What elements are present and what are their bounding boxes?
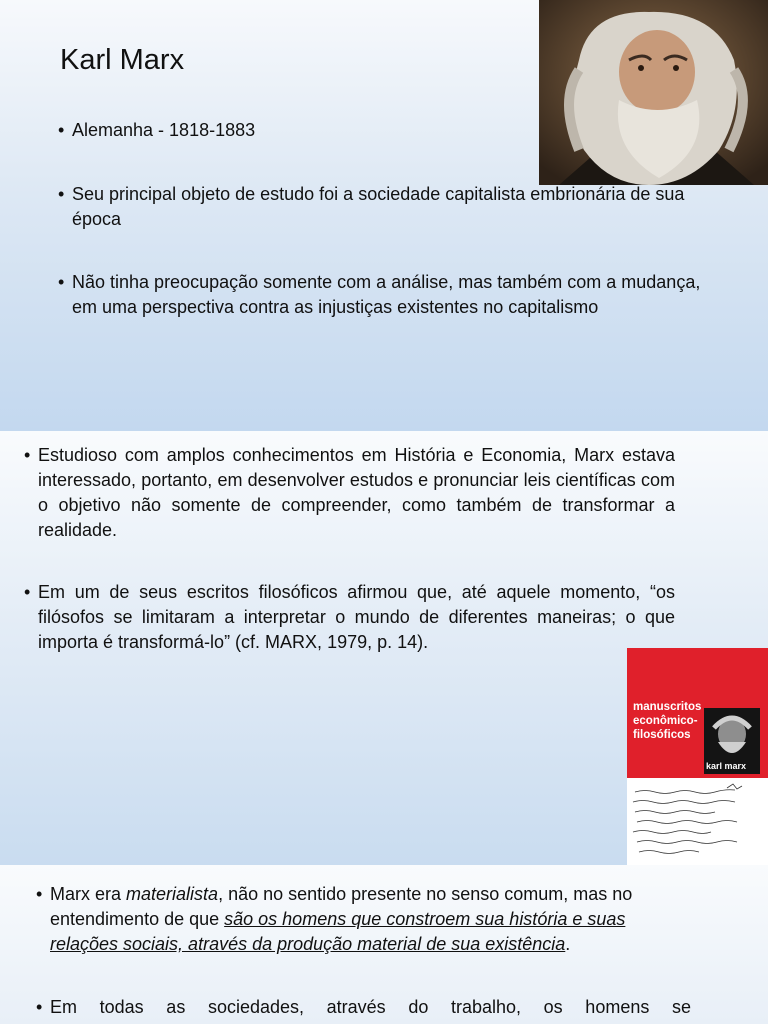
bullet-dot-icon: • [58, 184, 65, 204]
bullet-item: • Não tinha preocupação somente com a análise, mas também com a mudança, em uma perspectiva contra as injustiças existentes no capitalismo [58, 272, 701, 317]
book-title: manuscritos econômico- filosóficos [633, 701, 702, 741]
handwriting-sketch [627, 780, 768, 865]
bullet-item: • Em todas as sociedades, através do trabalho, os homens se [36, 995, 691, 1020]
book-cover-image [627, 648, 768, 865]
slide-1 [0, 0, 768, 431]
bullet-item: • Alemanha - 1818-1883 [58, 118, 538, 143]
bullet-dot-icon: • [58, 120, 65, 140]
book-author: karl marx [706, 761, 747, 771]
bullet-item: • Em um de seus escritos filosóficos afirmou que, até aquele momento, “os filósofos se limitaram a interpretar o mundo de diferentes maneiras; o que importa é transformá-lo” (cf. MARX, 1979, p. 14). [24, 582, 675, 652]
slide-title: Karl Marx [60, 44, 185, 76]
bullet-dot-icon: • [58, 272, 65, 292]
bullet-item: • Estudioso com amplos conhecimentos em História e Economia, Marx estava interessado, portanto, em desenvolver estudos e pronunciar leis científicas com o objetivo não somente de compreender, como também de transformar a realidade. [24, 445, 675, 540]
bullet-item: • Seu principal objeto de estudo foi a sociedade capitalista embrionária de sua época [58, 184, 685, 229]
slide-3 [0, 865, 768, 1024]
bullet-dot-icon: • [36, 884, 43, 904]
bullet-dot-icon: • [36, 997, 43, 1017]
bullet-dot-icon: • [24, 582, 31, 602]
bullet-dot-icon: • [24, 445, 31, 465]
karl-marx-portrait [539, 0, 768, 185]
bullet-item: • Marx era materialista, não no sentido presente no senso comum, mas no entendimento de que são os homens que constroem sua história e suas relações sociais, através da produção material de sua existência. [36, 884, 633, 954]
slide-2 [0, 431, 768, 865]
